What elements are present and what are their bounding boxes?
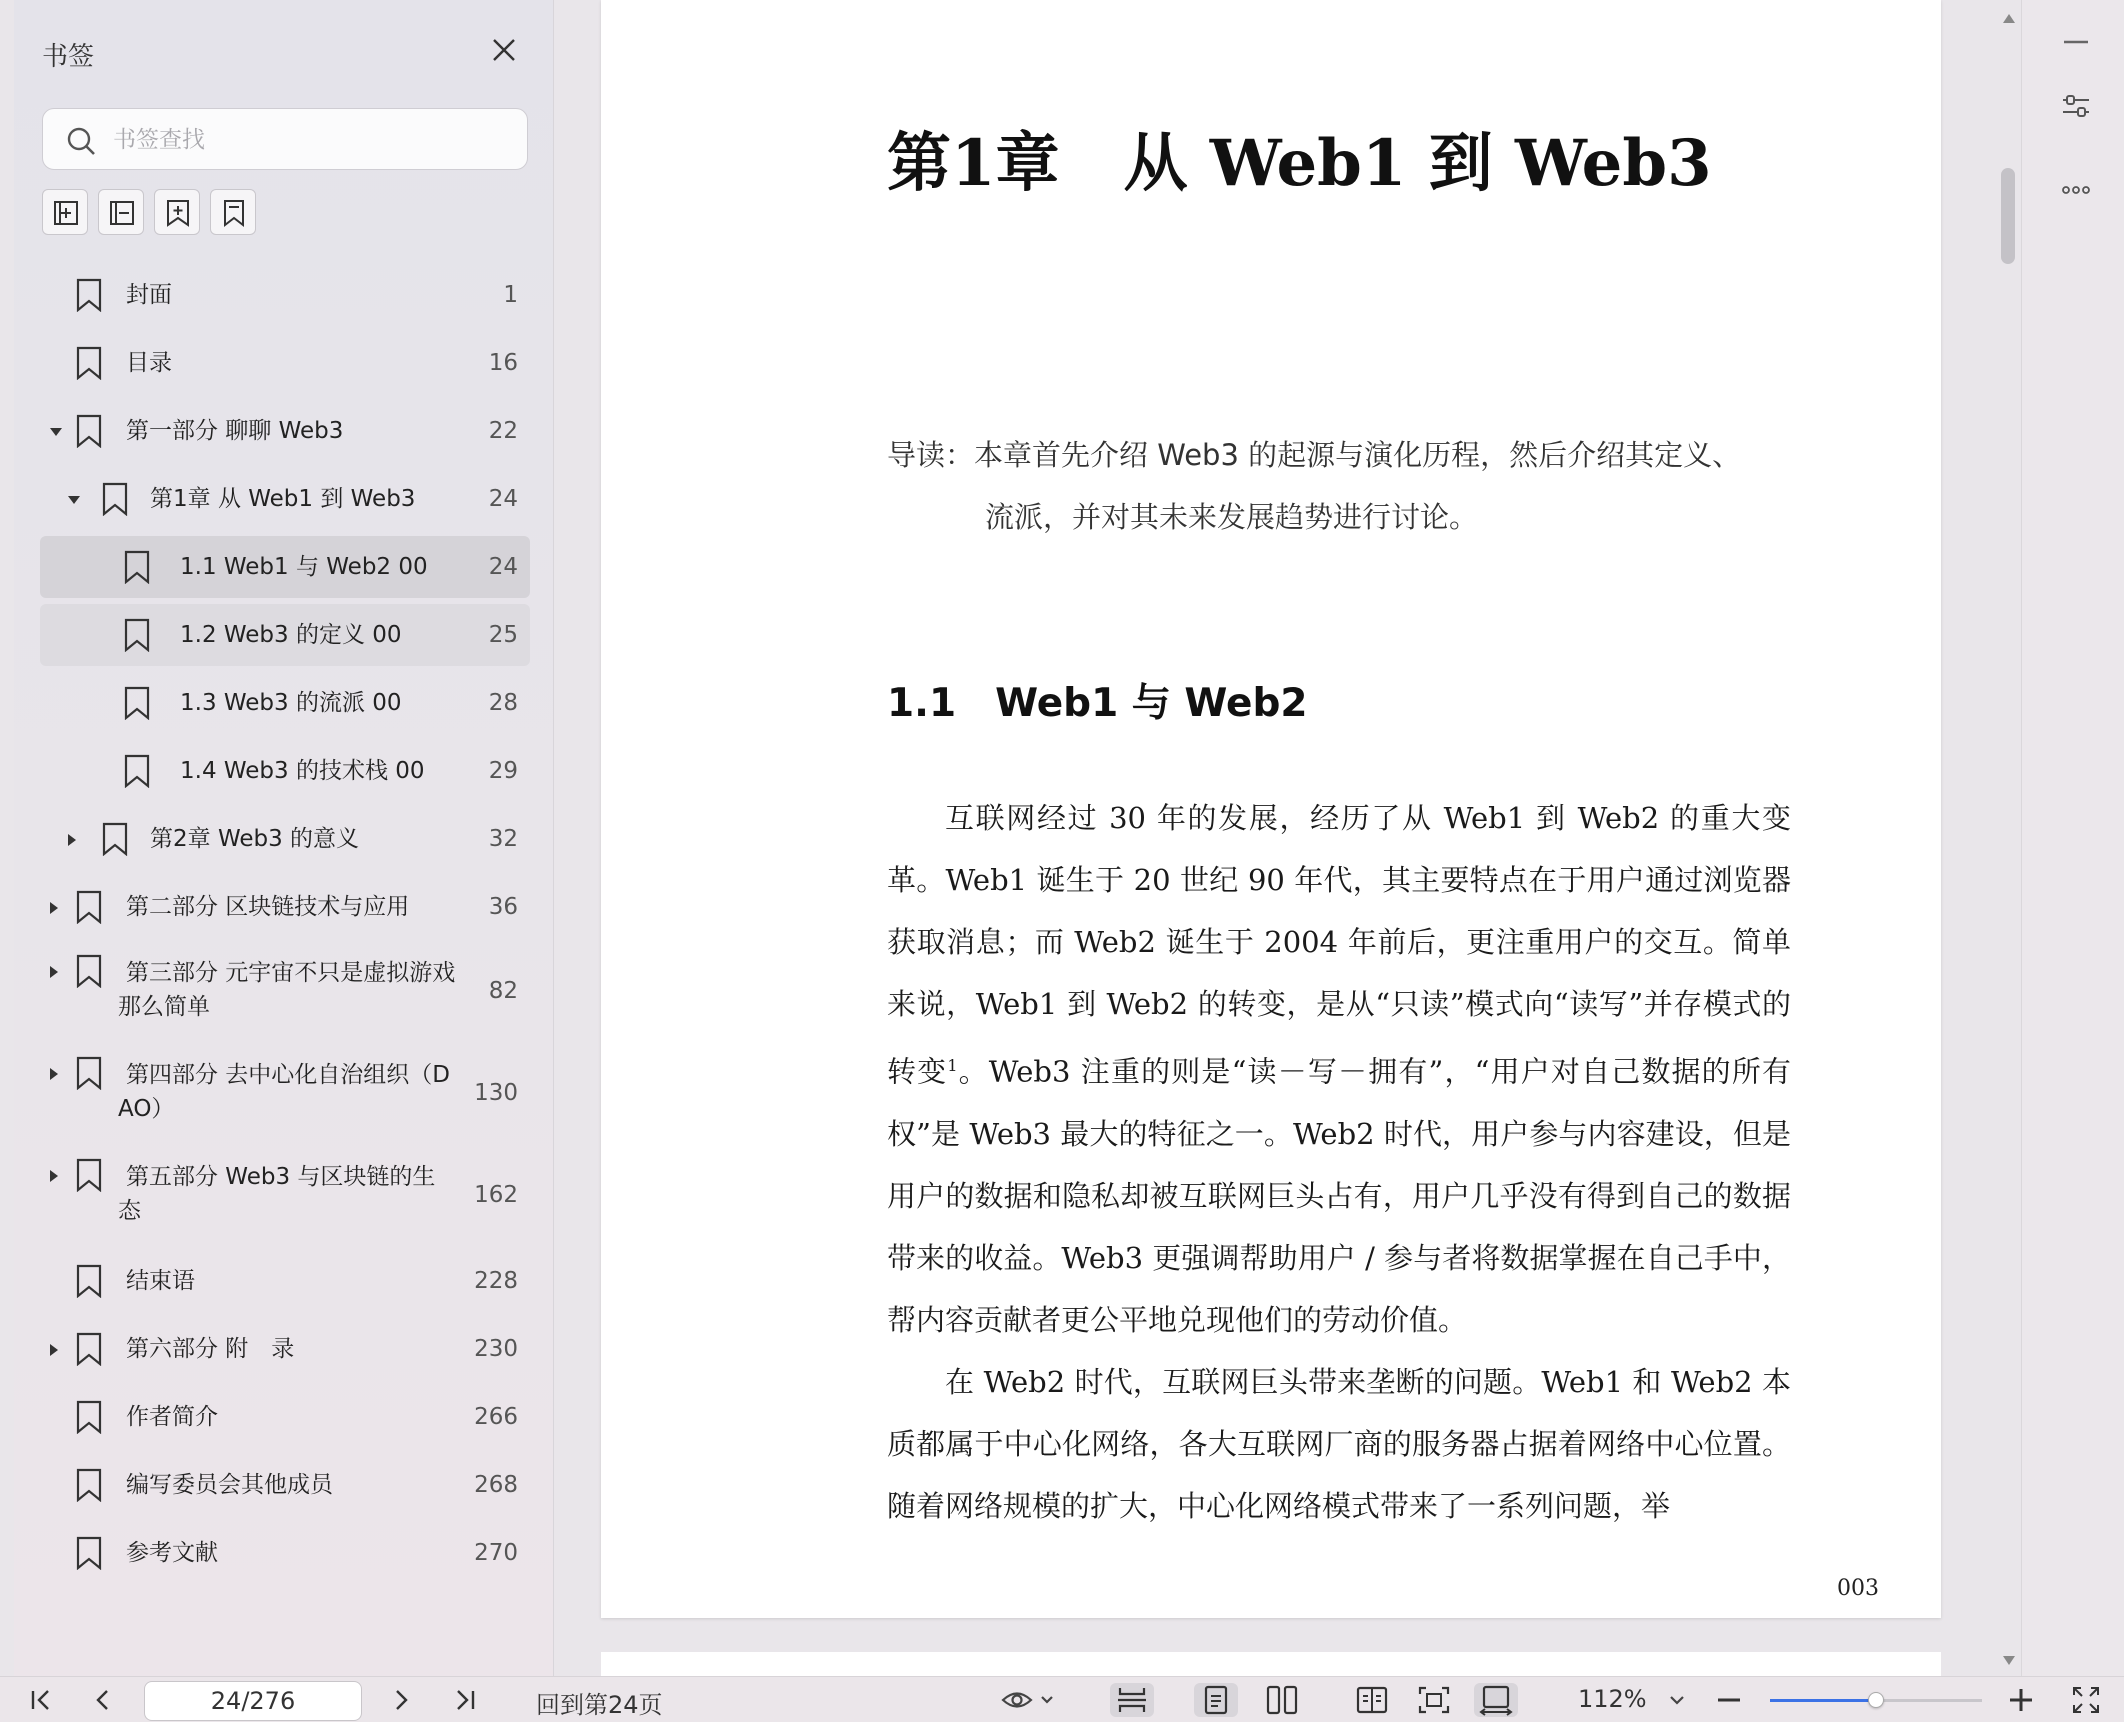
- bookmark-item[interactable]: [40, 876, 530, 938]
- paragraph-1: [887, 787, 1791, 1351]
- bookmark-label: 1.2 Web3 的定义 00: [180, 622, 402, 648]
- bookmark-item[interactable]: [40, 604, 530, 666]
- bookmark-label: 第2章 Web3 的意义: [150, 826, 360, 852]
- book-mode-icon[interactable]: [1350, 1683, 1394, 1717]
- fit-width-icon[interactable]: [1474, 1683, 1518, 1717]
- add-bookmark-button[interactable]: [42, 189, 88, 235]
- chapter-title: 第1章 从 Web1 到 Web3: [887, 126, 1712, 201]
- bookmark-icon: [124, 550, 150, 584]
- page-number: 003: [1837, 1576, 1879, 1601]
- bookmark-label: 1.1 Web1 与 Web2 00: [180, 554, 428, 580]
- bookmark-label-continued: AO）: [118, 1096, 175, 1122]
- fit-page-icon[interactable]: [1412, 1683, 1456, 1717]
- bookmark-icon: [124, 618, 150, 652]
- bookmark-icon: [218, 197, 250, 229]
- bookmark-label: 第四部分 去中心化自治组织（D: [126, 1062, 451, 1088]
- bookmark-panel: [14, 0, 554, 1676]
- bottom-toolbar: [0, 1676, 2124, 1722]
- bookmark-page-number: 16: [488, 350, 518, 376]
- expand-arrow-icon[interactable]: [50, 1068, 58, 1080]
- bookmark-item[interactable]: [40, 468, 530, 530]
- bookmark-page-number: 24: [488, 554, 518, 580]
- section-title: 1.1 Web1 与 Web2: [887, 681, 1308, 726]
- bookmark-icon: [76, 954, 102, 988]
- paragraph-1-text: 互联网经过 30 年的发展，经历了从 Web1 到 Web2 的重大变革。Web1 诞生于 20 世纪 90 年代，其主要特点在于用户通过浏览器获取消息；而 Web2 诞生于 2004 年前后，更注重用户的交互。简单来说，Web1 到 Web2 的转变，是从“只读”模式向“读写”并存模式的转变: [887, 801, 1791, 1089]
- bookmark-item[interactable]: [40, 264, 530, 326]
- minimize-icon[interactable]: [2058, 24, 2094, 60]
- expand-arrow-icon[interactable]: [50, 1170, 58, 1182]
- right-toolbar: [2021, 0, 2124, 1676]
- footnote-mark[interactable]: 1: [947, 1056, 958, 1075]
- collapse-arrow-icon[interactable]: [68, 496, 80, 504]
- bookmark-item[interactable]: [40, 944, 530, 1034]
- collapse-arrow-icon[interactable]: [50, 428, 62, 436]
- bookmark-icon: [76, 1056, 102, 1090]
- previous-page-icon[interactable]: [86, 1683, 120, 1717]
- bookmark-item[interactable]: [40, 332, 530, 394]
- back-to-page-link[interactable]: 回到第24页: [536, 1691, 663, 1719]
- single-page-icon[interactable]: [1194, 1683, 1238, 1717]
- bookmark-label-continued: 那么简单: [118, 994, 210, 1020]
- bookmark-item[interactable]: [40, 808, 530, 870]
- bookmark-page-number: 29: [488, 758, 518, 784]
- expand-bookmark-icon: [162, 197, 194, 229]
- bookmark-page-number: 36: [488, 894, 518, 920]
- expand-arrow-icon[interactable]: [50, 1344, 58, 1356]
- bookmark-search-input[interactable]: [113, 121, 513, 159]
- bookmark-page-number: 230: [474, 1336, 518, 1362]
- scroll-up-arrow-icon[interactable]: [2003, 14, 2015, 23]
- remove-bookmark-icon: [106, 197, 138, 229]
- bookmark-icon: [76, 1332, 102, 1366]
- first-page-icon[interactable]: [24, 1683, 58, 1717]
- bookmark-icon: [124, 686, 150, 720]
- bookmark-label: 第三部分 元宇宙不只是虚拟游戏: [126, 960, 456, 986]
- bookmark-icon: [76, 346, 102, 380]
- bookmark-label: 目录: [126, 350, 172, 376]
- bookmark-icon: [76, 1158, 102, 1192]
- bookmark-item[interactable]: [40, 740, 530, 802]
- zoom-dropdown-chevron-icon[interactable]: [1662, 1683, 1692, 1717]
- bookmark-icon: [76, 1536, 102, 1570]
- body-text: [887, 787, 1791, 1537]
- bookmark-icon: [76, 278, 102, 312]
- bookmark-label: 编写委员会其他成员: [126, 1472, 333, 1498]
- bookmark-page-number: 266: [474, 1404, 518, 1430]
- bookmark-icon: [76, 890, 102, 924]
- add-bookmark-icon: [50, 197, 82, 229]
- bookmark-button[interactable]: [210, 189, 256, 235]
- bookmark-label: 1.4 Web3 的技术栈 00: [180, 758, 425, 784]
- zoom-slider-fill: [1770, 1699, 1876, 1702]
- chapter-intro: [887, 424, 1807, 548]
- bookmark-label: 作者简介: [126, 1404, 218, 1430]
- search-icon: [65, 125, 97, 157]
- bookmark-page-number: 25: [488, 622, 518, 648]
- bookmark-search-box[interactable]: [42, 108, 528, 170]
- bookmark-label: 1.3 Web3 的流派 00: [180, 690, 402, 716]
- bookmark-item[interactable]: [40, 672, 530, 734]
- bookmark-item[interactable]: [40, 1522, 530, 1584]
- two-page-icon[interactable]: [1260, 1683, 1304, 1717]
- bookmark-page-number: 228: [474, 1268, 518, 1294]
- next-page: [601, 1652, 1941, 1676]
- view-mode-eye-icon[interactable]: [1000, 1683, 1060, 1717]
- zoom-level[interactable]: 112%: [1578, 1685, 1647, 1713]
- paragraph-2: 在 Web2 时代，互联网巨头带来垄断的问题。Web1 和 Web2 本质都属于中心化网络，各大互联网厂商的服务器占据着网络中心位置。随着网络规模的扩大，中心化网络模式带来了一系列问题，举: [887, 1364, 1791, 1523]
- zoom-in-icon[interactable]: [2004, 1683, 2038, 1717]
- bookmark-item[interactable]: [40, 400, 530, 462]
- continuous-scroll-icon[interactable]: [1110, 1683, 1154, 1717]
- paragraph-1-end: 。Web3 注重的则是“读－写－拥有”，“用户对自己数据的所有权”是 Web3 最大的特征之一。Web2 时代，用户参与内容建设，但是用户的数据和隐私却被互联网巨头占有，用户几乎没有得到自己的数据带来的收益。Web3 更强调帮助用户 / 参与者将数据掌握在自己手中，帮内容贡献者更公平地兑现他们的劳动价值。: [887, 1054, 1791, 1337]
- bookmark-page-number: 82: [488, 978, 518, 1004]
- page-number-input[interactable]: [144, 1681, 362, 1721]
- bookmark-page-number: 270: [474, 1540, 518, 1566]
- bookmark-icon: [102, 482, 128, 516]
- bookmark-icon: [76, 1400, 102, 1434]
- bookmark-icon: [76, 414, 102, 448]
- bookmark-icon: [76, 1468, 102, 1502]
- settings-sliders-icon[interactable]: [2058, 88, 2094, 124]
- bookmark-label: 封面: [126, 282, 172, 308]
- remove-bookmark-button[interactable]: [98, 189, 144, 235]
- bookmark-label: 结束语: [126, 1268, 195, 1294]
- bookmark-item[interactable]: [40, 1454, 530, 1516]
- bookmark-item[interactable]: [40, 536, 530, 598]
- bookmark-page-number: 162: [474, 1182, 518, 1208]
- fullscreen-icon[interactable]: [2068, 1683, 2104, 1717]
- bookmark-label: 第五部分 Web3 与区块链的生: [126, 1164, 436, 1190]
- bookmark-item[interactable]: [40, 1250, 530, 1312]
- intro-line-1: 导读：本章首先介绍 Web3 的起源与演化历程，然后介绍其定义、: [887, 438, 1742, 472]
- expand-arrow-icon[interactable]: [68, 834, 76, 846]
- bookmark-icon: [124, 754, 150, 788]
- more-options-icon[interactable]: [2058, 172, 2094, 208]
- bookmark-icon: [76, 1264, 102, 1298]
- last-page-icon[interactable]: [448, 1683, 482, 1717]
- close-icon[interactable]: [488, 34, 520, 66]
- bookmark-item[interactable]: [40, 1386, 530, 1448]
- expand-arrow-icon[interactable]: [50, 902, 58, 914]
- expand-arrow-icon[interactable]: [50, 966, 58, 978]
- bookmark-label: 参考文献: [126, 1540, 218, 1566]
- bookmark-page-number: 28: [488, 690, 518, 716]
- bookmark-item[interactable]: [40, 1046, 530, 1136]
- bookmark-label: 第六部分 附 录: [126, 1336, 295, 1362]
- intro-line-2: 流派，并对其未来发展趋势进行讨论。: [985, 500, 1479, 534]
- bookmark-page-number: 32: [488, 826, 518, 852]
- bookmark-item[interactable]: [40, 1318, 530, 1380]
- bookmark-icon: [102, 822, 128, 856]
- expand-bookmark-button[interactable]: [154, 189, 200, 235]
- scrollbar-thumb[interactable]: [2001, 168, 2015, 264]
- panel-title: 书签: [42, 42, 95, 72]
- scroll-down-arrow-icon[interactable]: [2003, 1656, 2015, 1665]
- bookmark-page-number: 24: [488, 486, 518, 512]
- document-page: [601, 0, 1941, 1618]
- bookmark-page-number: 22: [488, 418, 518, 444]
- bookmark-label: 第一部分 聊聊 Web3: [126, 418, 344, 444]
- bookmark-item[interactable]: [40, 1148, 530, 1238]
- bookmark-label-continued: 态: [118, 1198, 141, 1224]
- zoom-slider[interactable]: [1770, 1699, 1982, 1702]
- bookmark-page-number: 1: [503, 282, 518, 308]
- document-viewport[interactable]: [555, 0, 2021, 1676]
- bookmark-page-number: 268: [474, 1472, 518, 1498]
- next-page-icon[interactable]: [384, 1683, 418, 1717]
- bookmark-label: 第二部分 区块链技术与应用: [126, 894, 410, 920]
- vertical-scrollbar[interactable]: [1995, 0, 2021, 1676]
- zoom-out-icon[interactable]: [1712, 1683, 1746, 1717]
- bookmark-page-number: 130: [474, 1080, 518, 1106]
- zoom-slider-handle[interactable]: [1868, 1692, 1884, 1708]
- bookmark-label: 第1章 从 Web1 到 Web3: [150, 486, 416, 512]
